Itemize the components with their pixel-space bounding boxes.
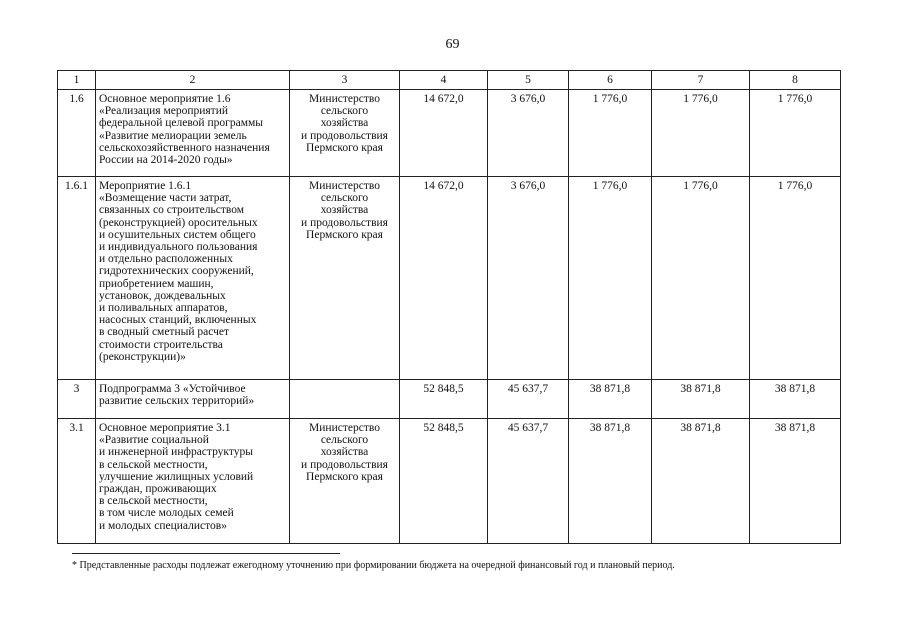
value-col-4: 52 848,5: [400, 419, 488, 544]
value-col-6: 38 871,8: [569, 380, 652, 419]
value-col-8: 38 871,8: [750, 419, 841, 544]
row-name: Основное мероприятие 3.1 «Развитие социальной и инженерной инфраструктуры в сельской местности, улучшение жилищных условий граждан, проживающих в сельской местности, в том числе молодых семей и молодых специалистов»: [96, 419, 290, 544]
header-cell-5: 5: [488, 71, 569, 90]
row-number: 1.6.1: [58, 177, 96, 380]
value-col-8: 1 776,0: [750, 90, 841, 177]
value-col-7: 38 871,8: [652, 419, 750, 544]
value-col-6: 1 776,0: [569, 177, 652, 380]
header-cell-4: 4: [400, 71, 488, 90]
row-executor: [290, 380, 400, 419]
footnote-divider: [72, 553, 340, 554]
header-cell-6: 6: [569, 71, 652, 90]
value-col-8: 1 776,0: [750, 177, 841, 380]
header-cell-7: 7: [652, 71, 750, 90]
budget-table: [57, 70, 841, 544]
value-col-5: 45 637,7: [488, 380, 569, 419]
header-row: [58, 71, 841, 90]
value-col-5: 3 676,0: [488, 90, 569, 177]
value-col-7: 1 776,0: [652, 90, 750, 177]
row-name: Основное мероприятие 1.6 «Реализация мероприятий федеральной целевой программы «Развитие мелиорации земель сельскохозяйственного назначения России на 2014-2020 годы»: [96, 90, 290, 177]
row-number: 3.1: [58, 419, 96, 544]
value-col-7: 38 871,8: [652, 380, 750, 419]
value-col-8: 38 871,8: [750, 380, 841, 419]
table-row: [58, 419, 841, 544]
row-number: 3: [58, 380, 96, 419]
header-cell-3: 3: [290, 71, 400, 90]
row-name: Мероприятие 1.6.1 «Возмещение части затрат, связанных со строительством (реконструкцией) оросительных и осушительных систем общего и индивидуального пользования и отдельно расположенных гидротехнических сооружений, приобретением машин, установок, дождевальных и поливальных аппаратов, насосных станций, включенных в сводный сметный расчет стоимости строительства (реконструкции)»: [96, 177, 290, 380]
value-col-4: 14 672,0: [400, 90, 488, 177]
row-name: Подпрограмма 3 «Устойчивое развитие сельских территорий»: [96, 380, 290, 419]
header-cell-8: 8: [750, 71, 841, 90]
value-col-6: 38 871,8: [569, 419, 652, 544]
value-col-6: 1 776,0: [569, 90, 652, 177]
value-col-7: 1 776,0: [652, 177, 750, 380]
value-col-5: 3 676,0: [488, 177, 569, 380]
page-number: 69: [445, 37, 460, 52]
table-row: [58, 177, 841, 380]
table-row: [58, 90, 841, 177]
row-executor: Министерство сельского хозяйства и продовольствия Пермского края: [290, 419, 400, 544]
value-col-4: 14 672,0: [400, 177, 488, 380]
header-cell-2: 2: [96, 71, 290, 90]
footnote: * Представленные расходы подлежат ежегодному уточнению при формировании бюджета на очередной финансовый год и плановый период.: [72, 560, 675, 571]
header-cell-1: 1: [58, 71, 96, 90]
table-row: [58, 380, 841, 419]
value-col-5: 45 637,7: [488, 419, 569, 544]
value-col-4: 52 848,5: [400, 380, 488, 419]
row-executor: Министерство сельского хозяйства и продовольствия Пермского края: [290, 177, 400, 380]
row-number: 1.6: [58, 90, 96, 177]
row-executor: Министерство сельского хозяйства и продовольствия Пермского края: [290, 90, 400, 177]
